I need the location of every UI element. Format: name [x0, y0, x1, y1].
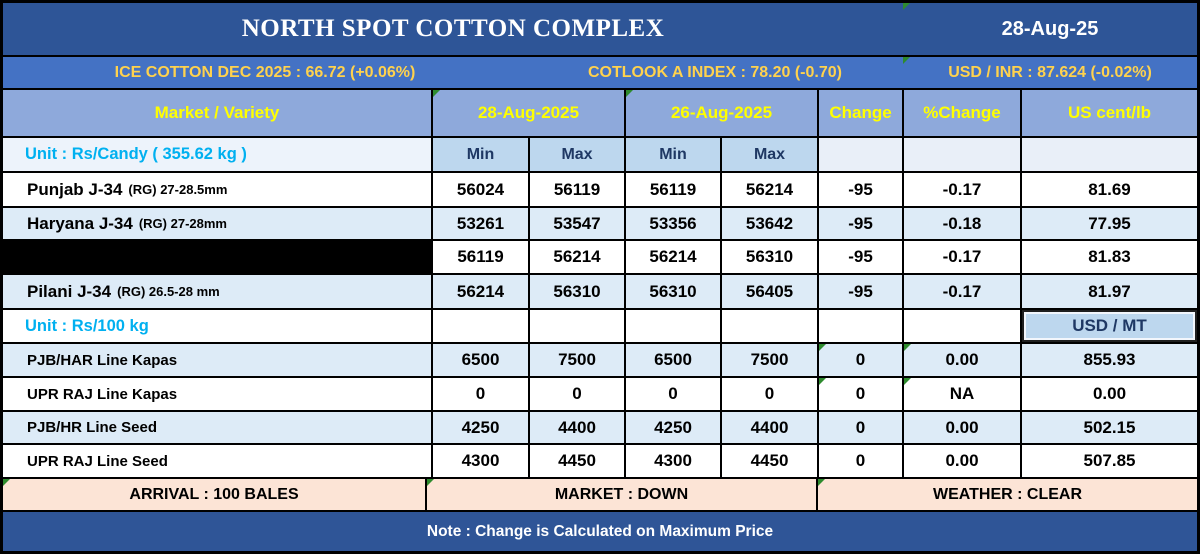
pct-change-value: -0.17 [904, 173, 1022, 206]
min-current-value: 4250 [433, 412, 530, 443]
max-previous-value: 4400 [722, 412, 819, 443]
empty-cell [819, 310, 904, 342]
empty-cell [433, 310, 530, 342]
max-current-value: 56214 [530, 241, 626, 273]
us-cent-value: 81.69 [1088, 179, 1131, 199]
min-current-header: Min [433, 138, 530, 171]
table-row [3, 208, 1197, 241]
unit-100kg-label: Unit : Rs/100 kg [3, 310, 433, 342]
empty-cell [626, 310, 722, 342]
min-previous-value: 0 [626, 378, 722, 410]
change-value: 0 [819, 378, 904, 410]
min-previous-value: 53356 [626, 208, 722, 239]
table-row [3, 445, 1197, 479]
empty-cell [904, 310, 1022, 342]
header-us-cent-lb: US cent/lb [1067, 103, 1152, 122]
min-previous-value: 4250 [626, 412, 722, 443]
market-variety-cell [3, 344, 433, 376]
empty-cell [722, 310, 819, 342]
market-variety-cell [3, 173, 433, 206]
us-cent-value: 855.93 [1083, 350, 1136, 369]
note-bar: Note : Change is Calculated on Maximum Price [3, 512, 1197, 551]
us-cent-value: 507.85 [1083, 451, 1136, 470]
min-current-value: 56214 [433, 275, 530, 308]
change-value: 0 [819, 344, 904, 376]
max-previous-value: 0 [722, 378, 819, 410]
max-current-value: 0 [530, 378, 626, 410]
page-title: NORTH SPOT COTTON COMPLEX [241, 15, 665, 42]
max-previous-value: 56310 [722, 241, 819, 273]
table-row [3, 275, 1197, 310]
change-value: -95 [819, 208, 904, 239]
market-name: UPR RAJ Line Kapas [27, 385, 178, 403]
empty-cell [819, 138, 904, 171]
min-previous-value: 56119 [626, 173, 722, 206]
max-previous-value: 53642 [722, 208, 819, 239]
us-cent-value: 0.00 [1092, 384, 1127, 403]
status-row [3, 479, 1197, 512]
title-bar [3, 3, 1197, 57]
market-variety-cell [3, 208, 433, 239]
arrival-status: ARRIVAL : 100 BALES [3, 479, 427, 510]
pct-change-value: -0.18 [904, 208, 1022, 239]
max-previous-header: Max [722, 138, 819, 171]
max-current-value: 56119 [530, 173, 626, 206]
min-previous-value: 56214 [626, 241, 722, 273]
table-row [3, 412, 1197, 445]
header-market-variety: Market / Variety [3, 90, 433, 136]
max-previous-value: 56405 [722, 275, 819, 308]
table-row [3, 378, 1197, 412]
empty-cell [1022, 138, 1197, 171]
market-variety-cell [3, 412, 433, 443]
max-current-value: 53547 [530, 208, 626, 239]
max-current-header: Max [530, 138, 626, 171]
unit-candy-label: Unit : Rs/Candy ( 355.62 kg ) [3, 138, 433, 171]
report-date: 28-Aug-25 [903, 3, 1197, 55]
min-current-value: 4300 [433, 445, 530, 477]
market-name: UPR RAJ Line Seed [27, 452, 168, 470]
us-cent-value: 77.95 [1088, 213, 1131, 233]
header-change: Change [819, 90, 904, 136]
market-name: Pilani J-34 [27, 281, 112, 301]
max-current-value: 4400 [530, 412, 626, 443]
header-pct-change: %Change [904, 90, 1022, 136]
change-value: 0 [819, 445, 904, 477]
unit-100kg-row [3, 310, 1197, 344]
max-current-value: 7500 [530, 344, 626, 376]
market-name: Haryana J-34 [27, 213, 133, 233]
pct-change-value: 0.00 [904, 344, 1022, 376]
min-current-value: 56024 [433, 173, 530, 206]
max-previous-value: 4450 [722, 445, 819, 477]
market-name: Punjab J-34 [27, 179, 123, 199]
market-variety-cell [3, 445, 433, 477]
change-value: -95 [819, 275, 904, 308]
market-variety-cell [3, 378, 433, 410]
market-ticker [3, 57, 1197, 90]
min-current-value: 0 [433, 378, 530, 410]
table-header-row [3, 90, 1197, 138]
market-name: PJB/HAR Line Kapas [27, 351, 178, 369]
table-row [3, 241, 1197, 275]
market-spec: (RG) 26.5-28 mm [117, 284, 220, 299]
max-previous-value: 56214 [722, 173, 819, 206]
us-cent-value: 81.97 [1088, 281, 1131, 301]
min-current-value: 6500 [433, 344, 530, 376]
table-row [3, 344, 1197, 378]
min-current-value: 56119 [433, 241, 530, 273]
max-current-value: 56310 [530, 275, 626, 308]
header-date-current: 28-Aug-2025 [433, 90, 626, 136]
subheader-row [3, 138, 1197, 173]
change-value: -95 [819, 241, 904, 273]
min-current-value: 53261 [433, 208, 530, 239]
ice-cotton-quote: ICE COTTON DEC 2025 : 66.72 (+0.06%) [114, 63, 416, 81]
weather-status: WEATHER : CLEAR [818, 479, 1197, 510]
us-cent-value: 502.15 [1083, 417, 1136, 437]
min-previous-value: 4300 [626, 445, 722, 477]
pct-change-value: -0.17 [904, 241, 1022, 273]
pct-change-value: NA [904, 378, 1022, 410]
pct-change-value: 0.00 [904, 412, 1022, 443]
table-row [3, 173, 1197, 208]
market-name: PJB/HR Line Seed [27, 419, 158, 436]
max-current-value: 4450 [530, 445, 626, 477]
max-previous-value: 7500 [722, 344, 819, 376]
min-previous-value: 6500 [626, 344, 722, 376]
change-value: 0 [819, 412, 904, 443]
usd-inr-quote: USD / INR : 87.624 (-0.02%) [903, 57, 1197, 88]
market-variety-cell [3, 275, 433, 308]
us-cent-value: 81.83 [1088, 247, 1131, 266]
market-variety-cell-redacted [3, 241, 433, 273]
empty-cell [904, 138, 1022, 171]
market-status: MARKET : DOWN [427, 479, 818, 510]
min-previous-header: Min [626, 138, 722, 171]
empty-cell [530, 310, 626, 342]
cotlook-index-quote: COTLOOK A INDEX : 78.20 (-0.70) [588, 63, 842, 81]
usd-mt-header: USD / MT [1022, 310, 1197, 342]
header-date-previous: 26-Aug-2025 [626, 90, 819, 136]
min-previous-value: 56310 [626, 275, 722, 308]
market-spec: (RG) 27-28mm [138, 216, 227, 231]
change-value: -95 [819, 173, 904, 206]
pct-change-value: -0.17 [904, 275, 1022, 308]
pct-change-value: 0.00 [904, 445, 1022, 477]
market-spec: (RG) 27-28.5mm [128, 182, 228, 197]
